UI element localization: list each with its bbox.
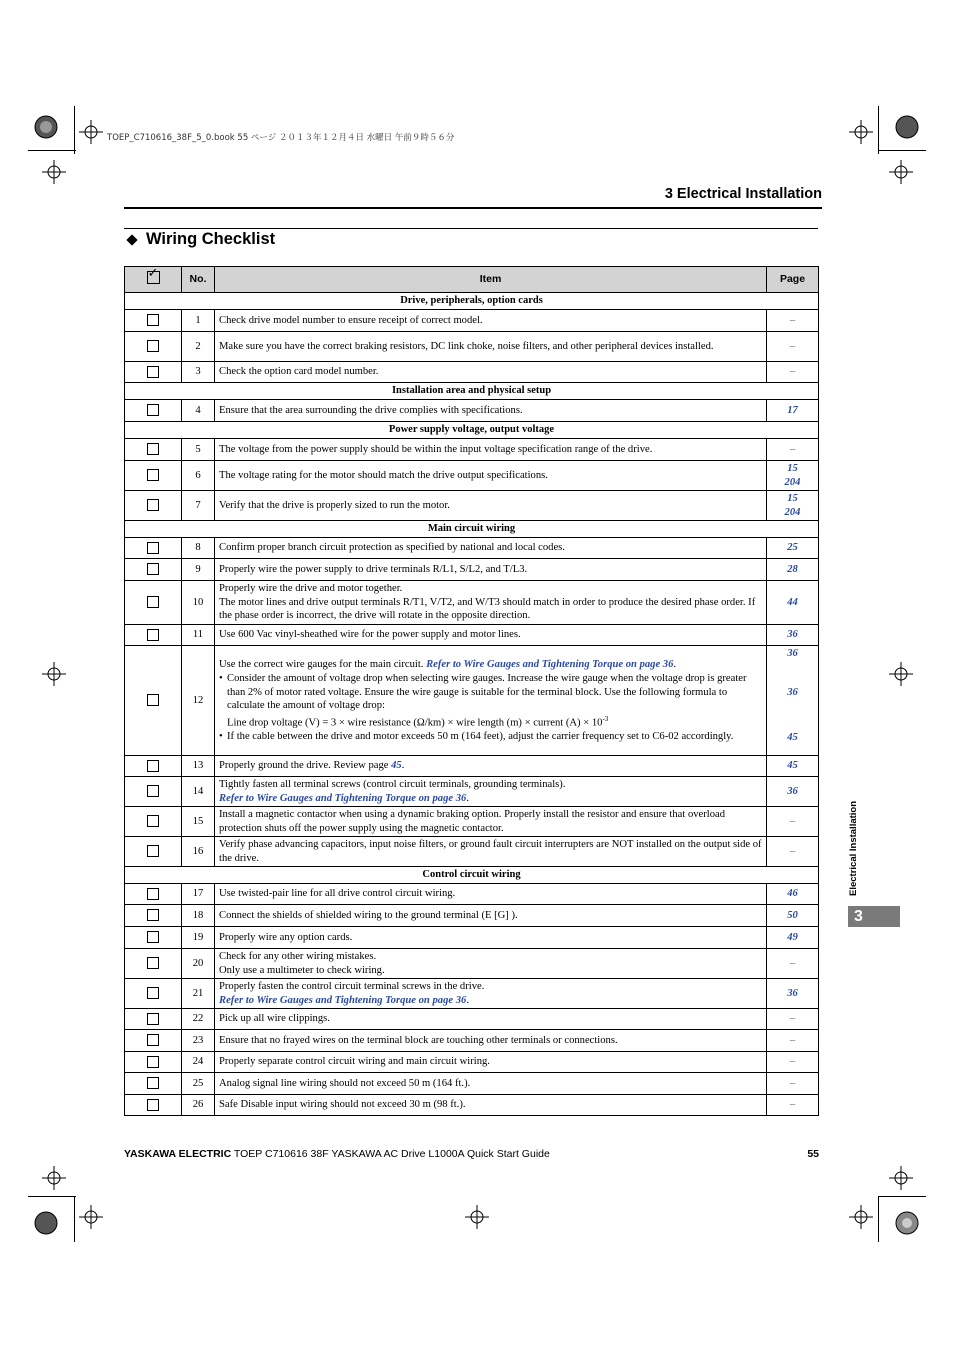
category-row xyxy=(125,867,819,884)
table-row xyxy=(125,559,819,581)
row-page: – xyxy=(767,1052,819,1073)
row-page: – xyxy=(767,949,819,979)
checkbox[interactable] xyxy=(147,760,159,772)
row-number: 21 xyxy=(182,979,215,1009)
crop-mark xyxy=(878,1196,879,1242)
item-column-header: Item xyxy=(215,267,767,293)
row-number: 13 xyxy=(182,756,215,777)
row-item: The voltage from the power supply should be within the input voltage specification range of the drive. xyxy=(215,439,767,461)
category-row xyxy=(125,521,819,538)
row-item: Use 600 Vac vinyl-sheathed wire for the power supply and motor lines. xyxy=(215,625,767,646)
row-page: – xyxy=(767,310,819,332)
page-link[interactable]: 17 xyxy=(767,400,819,422)
row-number: 16 xyxy=(182,837,215,867)
no-column-header: No. xyxy=(182,267,215,293)
print-info: TOEP_C710616_38F_5_0.book 55 ページ ２０１３年１２月４日 水曜日 午前９時５６分 xyxy=(107,133,455,143)
row-item-line: Only use a multimeter to check wiring. xyxy=(219,964,385,976)
chapter-header: 3 Electrical Installation xyxy=(664,186,822,202)
row-number: 2 xyxy=(182,332,215,362)
table-header-row xyxy=(125,267,819,293)
category-row xyxy=(125,293,819,310)
checkbox[interactable] xyxy=(147,499,159,511)
formula-text: Line drop voltage (V) = 3 × wire resistance (Ω/km) × wire length (m) × current (A) × 10 xyxy=(227,717,603,729)
checkbox-cell[interactable] xyxy=(125,646,182,756)
checkbox-cell[interactable] xyxy=(125,949,182,979)
table-row xyxy=(125,979,819,1009)
checkbox[interactable] xyxy=(147,1099,159,1111)
crop-mark xyxy=(28,150,76,151)
row-number: 11 xyxy=(182,625,215,646)
category-label: Main circuit wiring xyxy=(125,521,819,538)
row-item-line: Properly wire the drive and motor together. xyxy=(219,583,403,595)
checkbox[interactable] xyxy=(147,1056,159,1068)
row-item-line xyxy=(219,994,762,1008)
section-title-text: Wiring Checklist xyxy=(146,230,276,248)
checkbox-cell[interactable] xyxy=(125,538,182,559)
registration-target-icon xyxy=(895,115,919,139)
crosshair-icon xyxy=(849,1205,873,1229)
row-item-line: Check for any other wiring mistakes. xyxy=(219,951,377,962)
row-number: 6 xyxy=(182,461,215,491)
row-item: Ensure that the area surrounding the drive complies with specifications. xyxy=(215,400,767,422)
row-item: Verify that the drive is properly sized to run the motor. xyxy=(215,491,767,521)
row-number: 26 xyxy=(182,1095,215,1116)
page-link[interactable]: 46 xyxy=(767,884,819,905)
page-link[interactable]: 15 xyxy=(787,463,798,474)
checkbox[interactable] xyxy=(147,931,159,943)
section-title xyxy=(126,230,275,249)
crop-mark xyxy=(74,1196,75,1242)
row-page xyxy=(767,646,819,756)
row-item-text: . xyxy=(466,792,469,804)
side-tab-label: Electrical Installation xyxy=(848,800,859,896)
row-number: 4 xyxy=(182,400,215,422)
section-rule xyxy=(124,228,818,229)
row-item xyxy=(215,777,767,807)
row-item: Properly wire any option cards. xyxy=(215,927,767,949)
checkbox-cell[interactable] xyxy=(125,559,182,581)
table-row xyxy=(125,1095,819,1116)
category-label: Power supply voltage, output voltage xyxy=(125,422,819,439)
row-item: Pick up all wire clippings. xyxy=(215,1009,767,1030)
row-item-line: The motor lines and drive output terminals R/T1, V/T2, and W/T3 should match in order to produce the desired phase order. If the phase order is incorrect, the drive will rotate in the opposite direction. xyxy=(219,596,756,622)
table-row xyxy=(125,538,819,559)
checkbox[interactable] xyxy=(147,815,159,827)
page-footer xyxy=(124,1148,819,1160)
row-item-line: Properly fasten the control circuit terminal screws in the drive. xyxy=(219,981,485,992)
page-column-header: Page xyxy=(767,267,819,293)
registration-target-icon xyxy=(34,115,58,139)
checkbox-cell[interactable] xyxy=(125,332,182,362)
row-item xyxy=(215,979,767,1009)
table-row xyxy=(125,1052,819,1073)
page-link[interactable]: 36 xyxy=(767,979,819,1009)
crop-mark xyxy=(878,150,926,151)
row-item: Make sure you have the correct braking resistors, DC link choke, noise filters, and other peripheral devices installed. xyxy=(215,332,767,362)
checkbox-cell[interactable] xyxy=(125,310,182,332)
row-number: 3 xyxy=(182,362,215,383)
row-number: 9 xyxy=(182,559,215,581)
category-label: Drive, peripherals, option cards xyxy=(125,293,819,310)
row-number: 15 xyxy=(182,807,215,837)
row-number: 20 xyxy=(182,949,215,979)
row-number: 18 xyxy=(182,905,215,927)
category-label: Control circuit wiring xyxy=(125,867,819,884)
checkbox[interactable] xyxy=(147,314,159,326)
row-item: Safe Disable input wiring should not exceed 30 m (98 ft.). xyxy=(215,1095,767,1116)
row-item: Ensure that no frayed wires on the terminal block are touching other terminals or connections. xyxy=(215,1030,767,1052)
row-page xyxy=(767,461,819,491)
page-link[interactable]: 28 xyxy=(767,559,819,581)
checkbox-cell[interactable] xyxy=(125,400,182,422)
checkbox[interactable] xyxy=(147,1077,159,1089)
table-row xyxy=(125,400,819,422)
checkbox[interactable] xyxy=(147,443,159,455)
table-row xyxy=(125,491,819,521)
row-item: Check drive model number to ensure receipt of correct model. xyxy=(215,310,767,332)
checkbox-cell[interactable] xyxy=(125,884,182,905)
checkbox-cell[interactable] xyxy=(125,1073,182,1095)
checkbox[interactable] xyxy=(147,888,159,900)
row-item: Check the option card model number. xyxy=(215,362,767,383)
checkbox[interactable] xyxy=(147,596,159,608)
row-page: – xyxy=(767,332,819,362)
footer-brand: YASKAWA ELECTRIC xyxy=(124,1148,232,1160)
checkbox-cell[interactable] xyxy=(125,625,182,646)
row-number: 24 xyxy=(182,1052,215,1073)
registration-target-icon xyxy=(34,1211,58,1235)
row-item-line: Tightly fasten all terminal screws (control circuit terminals, grounding terminals). xyxy=(219,779,566,790)
table-row xyxy=(125,646,819,756)
crop-mark xyxy=(74,106,75,154)
page-link[interactable]: 15 xyxy=(787,493,798,504)
crosshair-icon xyxy=(79,1205,103,1229)
crosshair-icon xyxy=(465,1205,489,1229)
crosshair-icon xyxy=(42,160,66,184)
checkbox-cell[interactable] xyxy=(125,461,182,491)
row-page: – xyxy=(767,1095,819,1116)
page-link[interactable]: 36 xyxy=(787,686,798,698)
table-row xyxy=(125,756,819,777)
crosshair-icon xyxy=(889,1166,913,1190)
header-rule xyxy=(124,207,822,209)
formula-exponent: -3 xyxy=(602,714,609,723)
checkbox-cell[interactable] xyxy=(125,491,182,521)
checkbox-cell[interactable] xyxy=(125,837,182,867)
checkbox[interactable] xyxy=(147,845,159,857)
checkbox[interactable] xyxy=(147,1013,159,1025)
table-row xyxy=(125,461,819,491)
row-item-line xyxy=(219,792,762,806)
table-row xyxy=(125,949,819,979)
row-number: 5 xyxy=(182,439,215,461)
checkbox[interactable] xyxy=(147,469,159,481)
row-number: 17 xyxy=(182,884,215,905)
crop-mark xyxy=(28,1196,76,1197)
bullet-item: • If the cable between the drive and motor exceeds 50 m (164 feet), adjust the carrier frequency set to C6-02 accordingly. xyxy=(227,730,762,744)
row-number: 19 xyxy=(182,927,215,949)
row-number: 14 xyxy=(182,777,215,807)
checkbox[interactable] xyxy=(147,629,159,641)
checkbox[interactable] xyxy=(147,1034,159,1046)
chapter-tab[interactable]: 3 xyxy=(848,906,900,927)
page-link[interactable]: 25 xyxy=(767,538,819,559)
row-page xyxy=(767,491,819,521)
row-item-text: . xyxy=(401,760,405,772)
checkbox[interactable] xyxy=(147,542,159,554)
table-row xyxy=(125,1009,819,1030)
table-row xyxy=(125,1030,819,1052)
cross-reference-link[interactable]: Refer to Wire Gauges and Tightening Torque on page 36 xyxy=(426,658,674,670)
checkbox-cell[interactable] xyxy=(125,1030,182,1052)
crop-mark xyxy=(878,1196,926,1197)
row-number: 12 xyxy=(182,646,215,756)
checkbox[interactable] xyxy=(147,987,159,999)
checkbox-cell[interactable] xyxy=(125,581,182,625)
footer-doc-info xyxy=(124,1148,550,1160)
table-row xyxy=(125,625,819,646)
row-item xyxy=(215,756,767,777)
checkbox-cell[interactable] xyxy=(125,807,182,837)
checkbox-cell[interactable] xyxy=(125,439,182,461)
row-page: – xyxy=(767,1009,819,1030)
page-link[interactable]: 44 xyxy=(767,581,819,625)
checkbox[interactable] xyxy=(147,694,159,706)
row-item xyxy=(215,949,767,979)
page-link[interactable]: 204 xyxy=(784,476,801,488)
table-row xyxy=(125,332,819,362)
crosshair-icon xyxy=(79,120,103,144)
table-row xyxy=(125,1073,819,1095)
row-number: 8 xyxy=(182,538,215,559)
bullet-list xyxy=(219,672,762,743)
table-row xyxy=(125,837,819,867)
diamond-bullet-icon xyxy=(126,234,137,245)
row-page: – xyxy=(767,807,819,837)
table-row xyxy=(125,362,819,383)
row-item-text: Consider the amount of voltage drop when selecting wire gauges. Increase the wire gauge when the voltage drop is greater than 2% of motor rated voltage. Ensure the wire gauge is suitable for the terminal block. Use the following formula to calculate the amount of voltage drop: xyxy=(227,673,747,712)
row-item: The voltage rating for the motor should match the drive output specifications. xyxy=(215,461,767,491)
bullet-item xyxy=(227,672,762,730)
checkbox-cell[interactable] xyxy=(125,979,182,1009)
row-number: 23 xyxy=(182,1030,215,1052)
row-number: 10 xyxy=(182,581,215,625)
crosshair-icon xyxy=(889,160,913,184)
table-row xyxy=(125,905,819,927)
table-row xyxy=(125,439,819,461)
row-page: – xyxy=(767,1073,819,1095)
row-item: Connect the shields of shielded wiring to the ground terminal (E [G] ). xyxy=(215,905,767,927)
cross-reference-link[interactable]: Refer to Wire Gauges and Tightening Torque on page 36 xyxy=(219,792,467,804)
formula xyxy=(227,713,762,730)
table-row xyxy=(125,581,819,625)
checkbox[interactable] xyxy=(147,785,159,797)
row-page: – xyxy=(767,837,819,867)
row-item: Analog signal line wiring should not exceed 50 m (164 ft.). xyxy=(215,1073,767,1095)
table-row xyxy=(125,927,819,949)
category-label: Installation area and physical setup xyxy=(125,383,819,400)
row-page: – xyxy=(767,362,819,383)
footer-doc-title: TOEP C710616 38F YASKAWA AC Drive L1000A Quick Start Guide xyxy=(231,1148,550,1160)
table-row xyxy=(125,884,819,905)
wiring-checklist-table xyxy=(124,266,819,1116)
row-item: Verify phase advancing capacitors, input noise filters, or ground fault circuit interrupters are NOT installed on the output side of the drive. xyxy=(215,837,767,867)
crosshair-icon xyxy=(889,662,913,686)
page-link[interactable]: 36 xyxy=(767,625,819,646)
row-number: 1 xyxy=(182,310,215,332)
crosshair-icon xyxy=(42,1166,66,1190)
page-link[interactable]: 204 xyxy=(784,506,801,518)
checkbox[interactable] xyxy=(147,340,159,352)
row-item: Install a magnetic contactor when using a dynamic braking option. Properly install the resistor and ensure that overload protection shuts off the power supply using the magnetic contactor. xyxy=(215,807,767,837)
crop-mark xyxy=(878,106,879,154)
table-row xyxy=(125,777,819,807)
table-row xyxy=(125,310,819,332)
row-page: – xyxy=(767,1030,819,1052)
checkbox-cell[interactable] xyxy=(125,777,182,807)
row-item: Confirm proper branch circuit protection as specified by national and local codes. xyxy=(215,538,767,559)
checkbox[interactable] xyxy=(147,404,159,416)
row-page: – xyxy=(767,439,819,461)
checkbox-cell[interactable] xyxy=(125,1009,182,1030)
page-link[interactable]: 50 xyxy=(767,905,819,927)
checkmark-box-icon xyxy=(147,271,160,284)
page-link[interactable]: 45 xyxy=(787,732,798,743)
page-link[interactable]: 45 xyxy=(767,756,819,777)
row-item: Properly wire the power supply to drive terminals R/L1, S/L2, and T/L3. xyxy=(215,559,767,581)
row-number: 25 xyxy=(182,1073,215,1095)
row-item-text: Use the correct wire gauges for the main circuit. xyxy=(219,658,424,670)
checkbox-cell[interactable] xyxy=(125,927,182,949)
page-number: 55 xyxy=(807,1148,819,1160)
cross-reference-link[interactable]: Refer to Wire Gauges and Tightening Torque on page 36 xyxy=(219,994,467,1006)
cross-reference-link[interactable]: 45 xyxy=(391,760,402,772)
checkbox-cell[interactable] xyxy=(125,756,182,777)
page-link[interactable]: 49 xyxy=(767,927,819,949)
crosshair-icon xyxy=(42,662,66,686)
category-row xyxy=(125,383,819,400)
checkbox[interactable] xyxy=(147,909,159,921)
checkbox-cell[interactable] xyxy=(125,905,182,927)
category-row xyxy=(125,422,819,439)
checkbox-cell[interactable] xyxy=(125,1095,182,1116)
row-item: Use twisted-pair line for all drive control circuit wiring. xyxy=(215,884,767,905)
check-column-header xyxy=(125,267,182,293)
page-link[interactable]: 36 xyxy=(787,648,798,659)
row-item xyxy=(215,581,767,625)
registration-target-icon xyxy=(895,1211,919,1235)
row-number: 7 xyxy=(182,491,215,521)
checkbox[interactable] xyxy=(147,957,159,969)
crosshair-icon xyxy=(849,120,873,144)
checkbox-cell[interactable] xyxy=(125,362,182,383)
page-link[interactable]: 36 xyxy=(767,777,819,807)
row-item-text: Properly ground the drive. Review page xyxy=(219,760,392,772)
row-item-text: . xyxy=(466,994,469,1006)
table-row xyxy=(125,807,819,837)
row-item: Properly separate control circuit wiring and main circuit wiring. xyxy=(215,1052,767,1073)
checkbox-cell[interactable] xyxy=(125,1052,182,1073)
row-number: 22 xyxy=(182,1009,215,1030)
checkbox[interactable] xyxy=(147,366,159,378)
row-item xyxy=(215,646,767,756)
row-item-text: . xyxy=(673,658,677,670)
checkbox[interactable] xyxy=(147,563,159,575)
